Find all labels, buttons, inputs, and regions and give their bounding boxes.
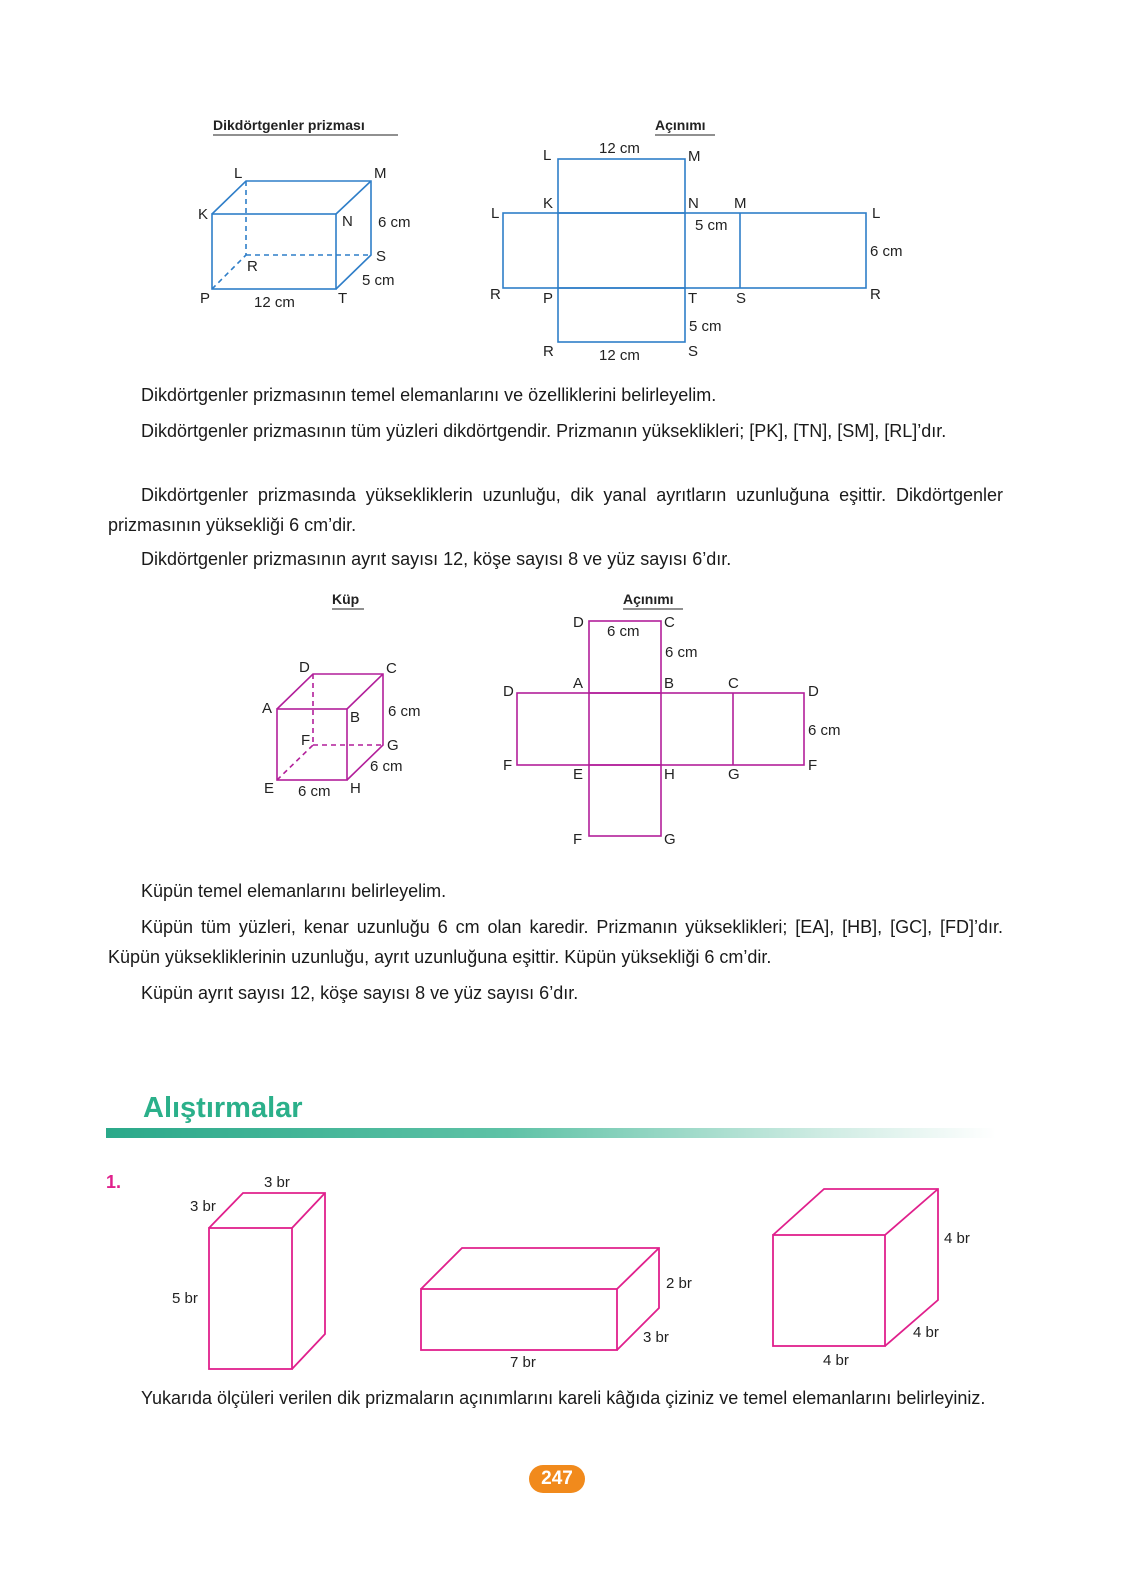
- depth-label: 5 cm: [362, 272, 395, 289]
- paragraph-1: Dikdörtgenler prizmasının temel elemanlarını ve özelliklerini belirleyelim.: [141, 385, 717, 405]
- cube-net-H: H: [664, 766, 675, 783]
- prism2-length-label: 7 br: [510, 1354, 536, 1371]
- exercise-prism-1: [209, 1193, 325, 1369]
- cube-figure: [262, 591, 421, 800]
- vertex-P: P: [200, 290, 211, 307]
- prism1-depth-label: 3 br: [190, 1198, 216, 1215]
- paragraph-2: Dikdörtgenler prizmasının tüm yüzleri dikdörtgendir. Prizmanın yükseklikleri; [PK], [TN], [SM], [RL]’dır.: [141, 421, 947, 441]
- cube-net-D-top: D: [573, 614, 584, 631]
- length-label: 12 cm: [254, 294, 295, 311]
- vertex-T: T: [338, 290, 348, 307]
- net-vertex-N: N: [688, 195, 699, 212]
- cube-net: [503, 591, 841, 848]
- cube-net-G-mid: G: [728, 766, 740, 783]
- exercise-prism-3: [773, 1189, 938, 1346]
- net-vertex-R-left: R: [490, 286, 501, 303]
- cube-net-G-bottom: G: [664, 831, 676, 848]
- rect-prism-title: Dikdörtgenler prizması: [213, 117, 365, 133]
- rect-net-title: Açınımı: [655, 117, 706, 133]
- cube-net-F-right: F: [808, 757, 818, 774]
- paragraph-7: Küpün ayrıt sayısı 12, köşe sayısı 8 ve yüz sayısı 6’dır.: [141, 983, 579, 1003]
- net-top-dim: 12 cm: [599, 140, 640, 157]
- cube-drawing: [277, 674, 383, 780]
- net-vertex-R-bottom: R: [543, 343, 554, 360]
- cube-title: Küp: [332, 591, 360, 607]
- section-divider: [106, 1128, 996, 1138]
- paragraph-6: Küpün tüm yüzleri, kenar uzunluğu 6 cm olan karedir. Prizmanın yükseklikleri; [EA], [HB], [GC], [FD]’dır. Küpün yüksekliklerinin uzunluğu, ayrıt uzunluğuna eşittir. Küpün yüksekliği 6 cm’dir.: [108, 917, 1003, 967]
- net-side-dim: 6 cm: [870, 243, 903, 260]
- net-vertex-K: K: [543, 195, 554, 212]
- cube-net-B: B: [664, 675, 675, 692]
- prism2-depth-label: 3 br: [643, 1329, 669, 1346]
- rect-prism-figure: [198, 117, 411, 311]
- cube-vertex-E: E: [264, 780, 275, 797]
- cube-net-right-dim: 6 cm: [665, 644, 698, 661]
- paragraph-5: Küpün temel elemanlarını belirleyelim.: [141, 881, 447, 901]
- vertex-M: M: [374, 165, 387, 182]
- page-number: 247: [529, 1465, 585, 1493]
- exercise-number: 1.: [106, 1172, 122, 1192]
- prism1-top-label: 3 br: [264, 1174, 290, 1191]
- exercise-prisms: [172, 1174, 970, 1371]
- exercise-instruction: Yukarıda ölçüleri verilen dik prizmaların açınımlarını kareli kâğıda çiziniz ve temel elemanlarını belirleyiniz.: [141, 1388, 986, 1408]
- cube-length-label: 6 cm: [298, 783, 331, 800]
- net-vertex-L-left: L: [491, 205, 500, 222]
- cube-vertex-B: B: [350, 709, 361, 726]
- paragraph-3: Dikdörtgenler prizmasında yüksekliklerin uzunluğu, dik yanal ayrıtların uzunluğuna eşittir. Dikdörtgenler prizmasının yüksekliği 6 cm’dir.: [108, 485, 1003, 535]
- cube-net-C-mid: C: [728, 675, 739, 692]
- cube-net-top-dim: 6 cm: [607, 623, 640, 640]
- net-vertex-R-right: R: [870, 286, 881, 303]
- prism2-height-label: 2 br: [666, 1275, 692, 1292]
- cube-height-label: 6 cm: [388, 703, 421, 720]
- cube-vertex-A: A: [262, 700, 273, 717]
- cube-net-D-left: D: [503, 683, 514, 700]
- prism1-height-label: 5 br: [172, 1290, 198, 1307]
- net-vertex-S-bottom: S: [688, 343, 699, 360]
- net-vertex-M-mid: M: [734, 195, 747, 212]
- cube-net-side-dim: 6 cm: [808, 722, 841, 739]
- cube-net-drawing: [517, 621, 804, 836]
- cube-net-title: Açınımı: [623, 591, 674, 607]
- net-bottom-dim: 12 cm: [599, 347, 640, 364]
- net-vertex-P: P: [543, 290, 554, 307]
- rect-prism-net: [490, 117, 903, 364]
- vertex-N: N: [342, 213, 353, 230]
- vertex-K: K: [198, 206, 209, 223]
- cube-vertex-G: G: [387, 737, 399, 754]
- cube-vertex-H: H: [350, 780, 361, 797]
- paragraph-4: Dikdörtgenler prizmasının ayrıt sayısı 12, köşe sayısı 8 ve yüz sayısı 6’dır.: [141, 549, 732, 569]
- cube-net-D-right: D: [808, 683, 819, 700]
- prism3-depth-label: 4 br: [913, 1324, 939, 1341]
- vertex-R: R: [247, 258, 258, 275]
- prism3-height-label: 4 br: [944, 1230, 970, 1247]
- vertex-S: S: [376, 248, 387, 265]
- cube-vertex-D: D: [299, 659, 310, 676]
- rect-prism-drawing: [212, 181, 371, 289]
- height-label: 6 cm: [378, 214, 411, 231]
- section-title: Alıştırmalar: [143, 1092, 303, 1124]
- cube-depth-label: 6 cm: [370, 758, 403, 775]
- net-vertex-T: T: [688, 290, 698, 307]
- cube-net-E: E: [573, 766, 584, 783]
- prism3-length-label: 4 br: [823, 1352, 849, 1369]
- cube-net-C-top: C: [664, 614, 675, 631]
- net-vertex-L-right: L: [872, 205, 881, 222]
- rect-net-drawing: [503, 159, 866, 342]
- net-vertex-L-top: L: [543, 147, 552, 164]
- cube-vertex-C: C: [386, 660, 397, 677]
- net-mid-dim: 5 cm: [695, 217, 728, 234]
- vertex-L: L: [234, 165, 243, 182]
- exercise-prism-2: [421, 1248, 659, 1350]
- cube-net-F-bottom: F: [573, 831, 583, 848]
- net-vertex-M-top: M: [688, 148, 701, 165]
- cube-net-A: A: [573, 675, 584, 692]
- net-vertex-S-mid: S: [736, 290, 747, 307]
- cube-vertex-F: F: [301, 732, 311, 749]
- net-lower-dim: 5 cm: [689, 318, 722, 335]
- cube-net-F-left: F: [503, 757, 513, 774]
